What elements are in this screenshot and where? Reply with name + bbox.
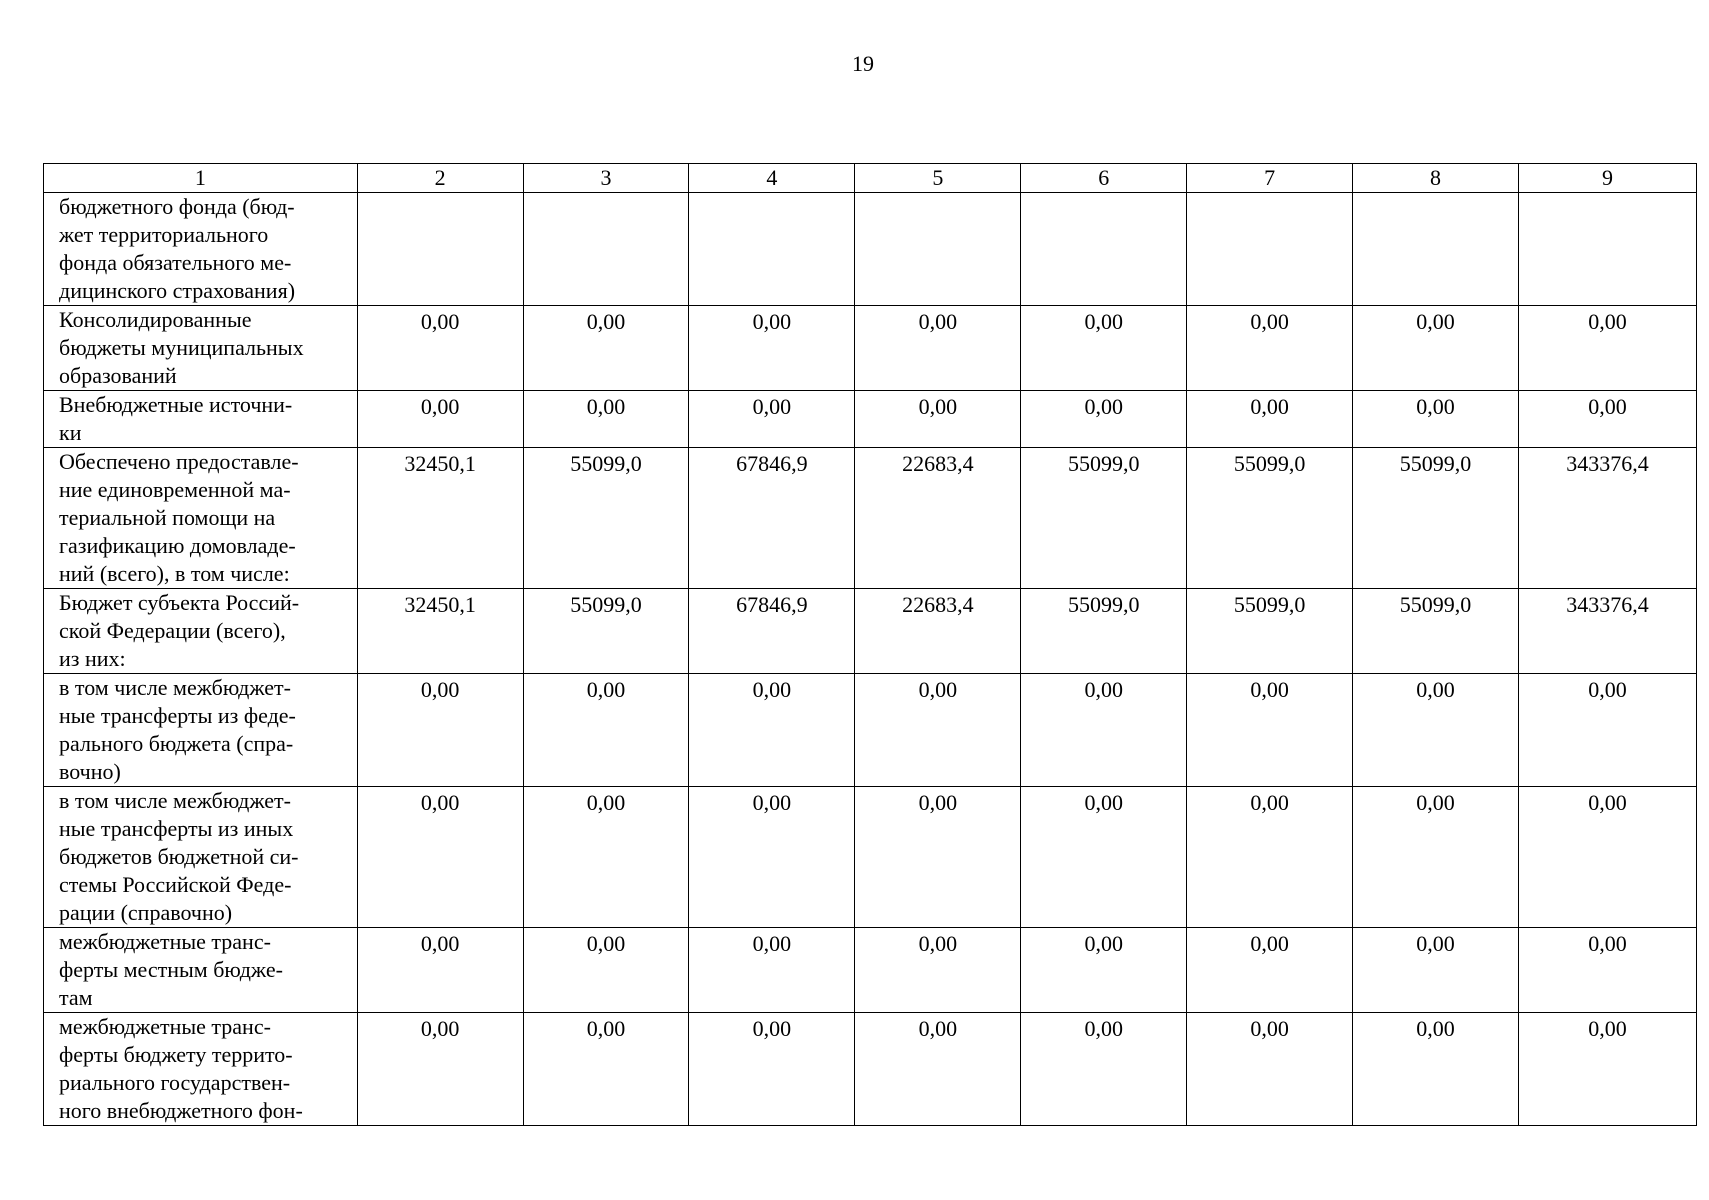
row-label-line: стемы Российской Феде-: [59, 872, 292, 897]
table-cell: 55099,0: [1021, 589, 1187, 674]
table-cell: 0,00: [1187, 928, 1353, 1013]
table-cell: 0,00: [855, 928, 1021, 1013]
table-cell: [1187, 193, 1353, 306]
row-label: [44, 928, 358, 1013]
column-header: 9: [1518, 164, 1696, 193]
row-label: [44, 193, 358, 306]
table-cell: 0,00: [357, 928, 523, 1013]
row-label-line: в том числе межбюджет-: [59, 675, 291, 700]
budget-table: [43, 163, 1697, 1126]
table-cell: 0,00: [855, 306, 1021, 391]
table-cell: 0,00: [689, 1013, 855, 1126]
column-header: 8: [1353, 164, 1519, 193]
table-cell: [1021, 193, 1187, 306]
table-cell: 0,00: [1518, 674, 1696, 787]
row-label-line: ные трансферты из феде-: [59, 703, 296, 728]
table-cell: 0,00: [1518, 391, 1696, 448]
column-header: 3: [523, 164, 689, 193]
table-cell: 0,00: [357, 1013, 523, 1126]
table-cell: 55099,0: [523, 448, 689, 589]
row-label-line: рации (справочно): [59, 900, 233, 925]
table-row: [44, 193, 1697, 306]
row-label-line: ние единовременной ма-: [59, 477, 291, 502]
row-label: [44, 306, 358, 391]
row-label: [44, 674, 358, 787]
table-cell: 0,00: [1187, 674, 1353, 787]
table-cell: 0,00: [523, 787, 689, 928]
row-label: [44, 448, 358, 589]
row-label-line: Внебюджетные источни-: [59, 392, 293, 417]
row-label-line: Бюджет субъекта Россий-: [59, 590, 300, 615]
table-row: [44, 1013, 1697, 1126]
table-cell: 32450,1: [357, 448, 523, 589]
table-cell: 0,00: [1187, 1013, 1353, 1126]
table-row: [44, 391, 1697, 448]
row-label-line: ний (всего), в том числе:: [59, 561, 290, 586]
table-cell: 0,00: [689, 787, 855, 928]
table-cell: 55099,0: [1021, 448, 1187, 589]
table-cell: 0,00: [1187, 306, 1353, 391]
row-label-line: ферты бюджету террито-: [59, 1042, 293, 1067]
table-cell: 0,00: [689, 928, 855, 1013]
table-row: [44, 674, 1697, 787]
table-cell: 0,00: [1021, 1013, 1187, 1126]
table-cell: 0,00: [1353, 787, 1519, 928]
table-cell: [523, 193, 689, 306]
header-row: [44, 164, 1697, 193]
table-cell: 0,00: [855, 1013, 1021, 1126]
row-label-line: дицинского страхования): [59, 278, 296, 303]
table-cell: 0,00: [1353, 674, 1519, 787]
table-cell: 0,00: [689, 391, 855, 448]
row-label-line: из них:: [59, 646, 126, 671]
row-label-line: образований: [59, 363, 177, 388]
row-label-line: Обеспечено предоставле-: [59, 449, 299, 474]
table-cell: 0,00: [357, 306, 523, 391]
table-cell: 0,00: [1187, 391, 1353, 448]
table-cell: 0,00: [1021, 306, 1187, 391]
table-cell: 0,00: [357, 674, 523, 787]
table-cell: 0,00: [1021, 787, 1187, 928]
table-cell: 0,00: [1353, 928, 1519, 1013]
row-label-line: риального государствен-: [59, 1070, 291, 1095]
row-label: [44, 589, 358, 674]
table-cell: 0,00: [1353, 1013, 1519, 1126]
table-row: [44, 306, 1697, 391]
column-header: 2: [357, 164, 523, 193]
column-header: 4: [689, 164, 855, 193]
table-cell: 0,00: [689, 306, 855, 391]
table-cell: 67846,9: [689, 448, 855, 589]
table-cell: 0,00: [689, 674, 855, 787]
table-cell: 55099,0: [1187, 589, 1353, 674]
table-row: [44, 448, 1697, 589]
table-cell: 0,00: [523, 674, 689, 787]
row-label-line: ные трансферты из иных: [59, 816, 294, 841]
table-cell: 0,00: [1518, 928, 1696, 1013]
table-cell: 0,00: [855, 787, 1021, 928]
row-label-line: Консолидированные: [59, 307, 252, 332]
table-cell: 0,00: [1353, 306, 1519, 391]
table-cell: [357, 193, 523, 306]
table-cell: 0,00: [523, 928, 689, 1013]
table-row: [44, 787, 1697, 928]
column-header: 5: [855, 164, 1021, 193]
table-cell: 55099,0: [1353, 448, 1519, 589]
table-cell: 343376,4: [1518, 589, 1696, 674]
table-row: [44, 928, 1697, 1013]
row-label-line: бюджетного фонда (бюд-: [59, 194, 295, 219]
table-cell: 0,00: [1518, 1013, 1696, 1126]
table-row: [44, 589, 1697, 674]
table-cell: 0,00: [523, 391, 689, 448]
row-label-line: бюджеты муниципальных: [59, 335, 304, 360]
row-label-line: рального бюджета (спра-: [59, 731, 294, 756]
table-cell: [1353, 193, 1519, 306]
row-label-line: жет территориального: [59, 222, 269, 247]
table-cell: 55099,0: [1187, 448, 1353, 589]
page-number: 19: [852, 51, 874, 76]
table-cell: 0,00: [357, 391, 523, 448]
table-cell: 0,00: [523, 1013, 689, 1126]
table-cell: 32450,1: [357, 589, 523, 674]
row-label-line: в том числе межбюджет-: [59, 788, 291, 813]
row-label-line: бюджетов бюджетной си-: [59, 844, 299, 869]
column-header: 1: [44, 164, 358, 193]
table-cell: 0,00: [1187, 787, 1353, 928]
row-label-line: вочно): [59, 759, 121, 784]
table-cell: 0,00: [1021, 391, 1187, 448]
table-cell: 55099,0: [523, 589, 689, 674]
table-cell: 0,00: [1021, 674, 1187, 787]
column-header: 6: [1021, 164, 1187, 193]
row-label-line: там: [59, 985, 93, 1010]
table-cell: 0,00: [523, 306, 689, 391]
table-cell: 67846,9: [689, 589, 855, 674]
table-cell: 22683,4: [855, 448, 1021, 589]
row-label-line: ного внебюджетного фон-: [59, 1098, 303, 1123]
table-cell: 0,00: [1021, 928, 1187, 1013]
table-cell: 55099,0: [1353, 589, 1519, 674]
row-label-line: межбюджетные транс-: [59, 929, 271, 954]
table-cell: 22683,4: [855, 589, 1021, 674]
table-cell: [689, 193, 855, 306]
table-cell: 0,00: [1518, 787, 1696, 928]
row-label-line: териальной помощи на: [59, 505, 276, 530]
row-label: [44, 1013, 358, 1126]
row-label-line: ферты местным бюдже-: [59, 957, 283, 982]
row-label: [44, 787, 358, 928]
table-cell: 0,00: [855, 391, 1021, 448]
table-cell: [855, 193, 1021, 306]
row-label-line: фонда обязательного ме-: [59, 250, 292, 275]
table-cell: 0,00: [1518, 306, 1696, 391]
column-header: 7: [1187, 164, 1353, 193]
row-label-line: ской Федерации (всего),: [59, 618, 286, 643]
row-label-line: ки: [59, 420, 82, 445]
table-cell: 0,00: [855, 674, 1021, 787]
table-body: [44, 193, 1697, 1126]
table-cell: [1518, 193, 1696, 306]
table-cell: 0,00: [1353, 391, 1519, 448]
table-cell: 343376,4: [1518, 448, 1696, 589]
row-label-line: газификацию домовладе-: [59, 533, 296, 558]
table-cell: 0,00: [357, 787, 523, 928]
row-label: [44, 391, 358, 448]
row-label-line: межбюджетные транс-: [59, 1014, 271, 1039]
